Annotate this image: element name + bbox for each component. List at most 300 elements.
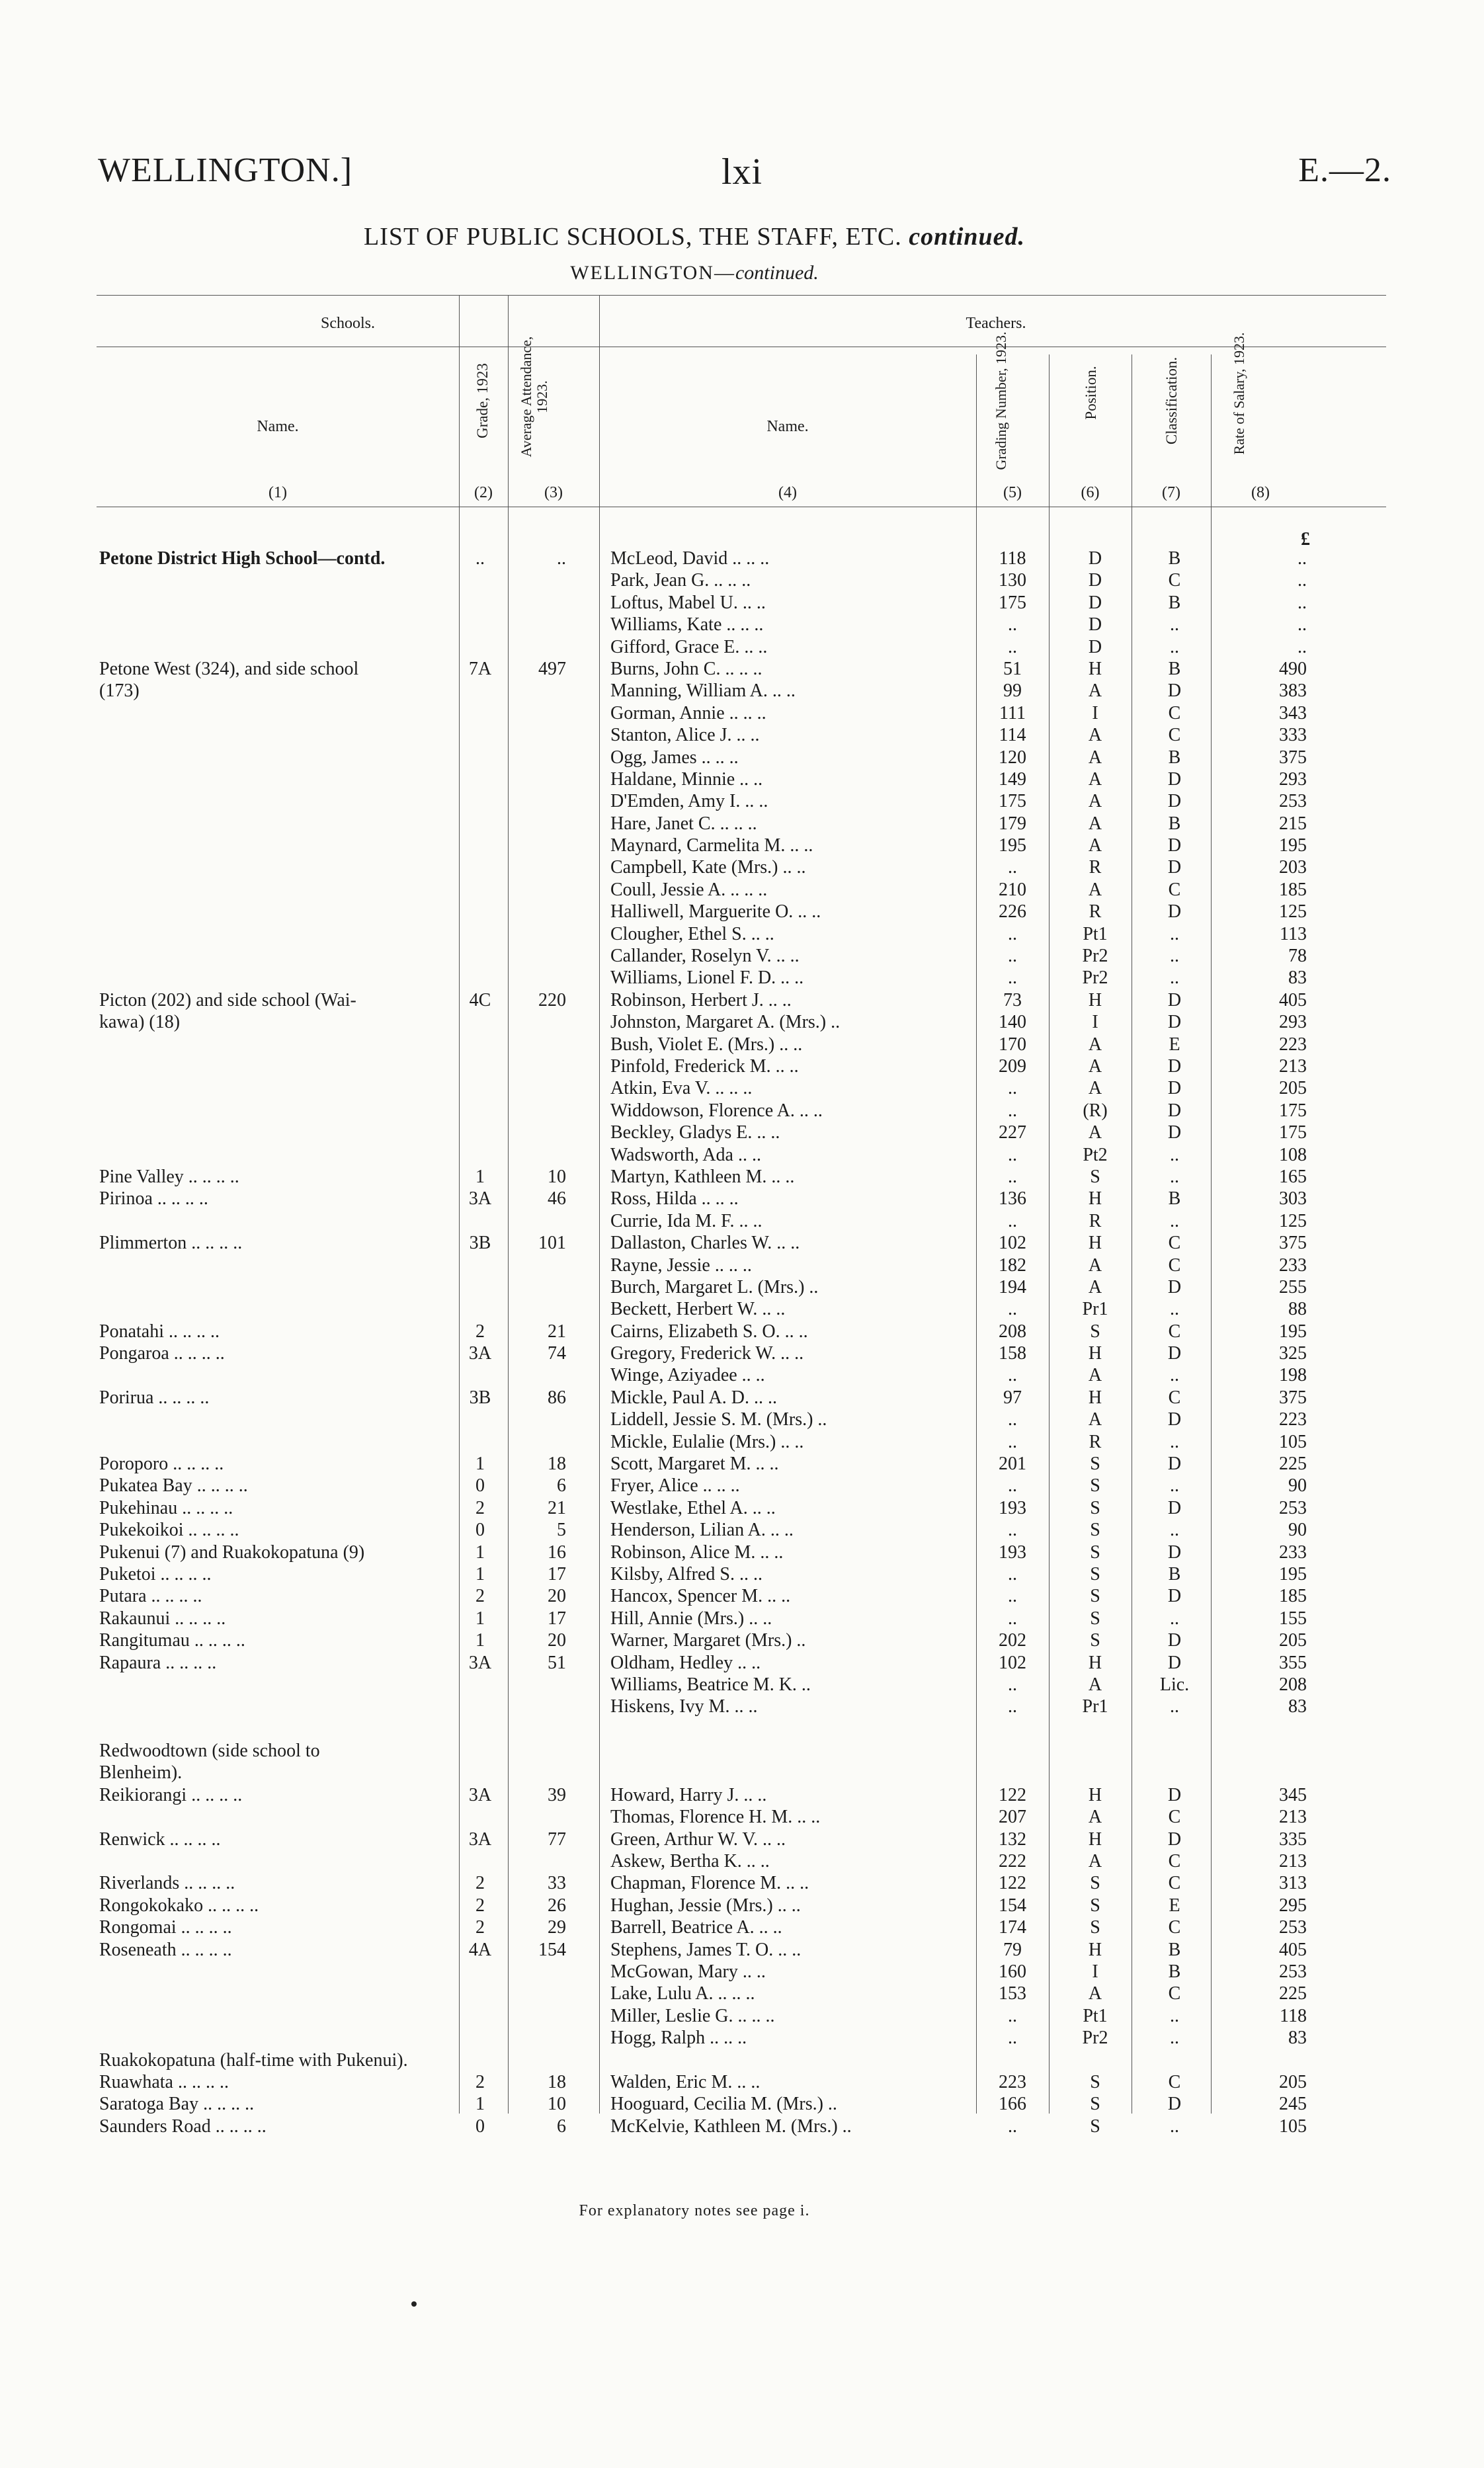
cell-sal: 223 — [1279, 1034, 1307, 1055]
cell-sal: 245 — [1279, 2094, 1307, 2115]
cell-sal: 175 — [1279, 1100, 1307, 1121]
cell-school: Saunders Road .. .. .. .. — [99, 2116, 267, 2137]
cell-school: Rongokokako .. .. .. .. — [99, 1895, 259, 1916]
cell-num: .. — [1008, 1586, 1017, 1607]
cell-cls: B — [1168, 548, 1181, 569]
cell-pos: A — [1088, 747, 1102, 768]
col-header-classification: Classification. — [1163, 356, 1180, 445]
cell-att: .. — [557, 548, 566, 569]
cell-num: 132 — [999, 1829, 1026, 1850]
cell-pos: H — [1088, 1233, 1102, 1254]
table-body — [97, 548, 1386, 2137]
cell-pos: Pr2 — [1082, 967, 1108, 989]
cell-school: Redwoodtown (side school to — [99, 1741, 320, 1762]
cell-sal: 205 — [1279, 1078, 1307, 1099]
cell-name: Hughan, Jessie (Mrs.) .. .. — [610, 1895, 801, 1916]
table-row — [97, 835, 1386, 856]
cell-num: 210 — [999, 879, 1026, 900]
cell-num: 160 — [999, 1961, 1026, 1982]
cell-pos: A — [1088, 1255, 1102, 1276]
cell-sal: 83 — [1288, 1696, 1307, 1717]
cell-pos: I — [1092, 702, 1098, 723]
cell-pos: H — [1088, 1387, 1102, 1408]
table-row — [97, 1034, 1386, 1055]
cell-pos: A — [1088, 1034, 1102, 1055]
cell-cls: B — [1168, 1939, 1181, 1960]
cell-grade: 1 — [475, 1166, 485, 1187]
table-row — [97, 2005, 1386, 2027]
cell-school: Roseneath .. .. .. .. — [99, 1939, 232, 1960]
cell-sal: 405 — [1279, 989, 1307, 1010]
cell-name: Hancox, Spencer M. .. .. — [610, 1586, 791, 1607]
cell-cls: .. — [1170, 1210, 1179, 1231]
cell-name: Walden, Eric M. .. .. — [610, 2071, 761, 2092]
cell-pos: R — [1089, 857, 1102, 878]
cell-sal: 303 — [1279, 1188, 1307, 1210]
cell-cls: D — [1167, 835, 1182, 856]
cell-name: Gorman, Annie .. .. .. — [610, 702, 766, 723]
cell-grade: 1 — [475, 1630, 485, 1651]
cell-att: 17 — [548, 1608, 566, 1629]
footer-note: For explanatory notes see page i. — [579, 2202, 810, 2219]
cell-att: 77 — [548, 1829, 566, 1850]
table-row — [97, 768, 1386, 790]
cell-pos: A — [1088, 1409, 1102, 1430]
cell-pos: Pt1 — [1083, 923, 1108, 944]
cell-name: Clougher, Ethel S. .. .. — [610, 923, 774, 944]
cell-sal: 225 — [1279, 1983, 1307, 2004]
cell-school: Riverlands .. .. .. .. — [99, 1873, 235, 1894]
cell-sal: 125 — [1279, 1210, 1307, 1231]
cell-cls: E — [1169, 1034, 1180, 1055]
cell-grade: 3A — [468, 1784, 492, 1805]
cell-sal: 165 — [1279, 1166, 1307, 1187]
cell-name: Ross, Hilda .. .. .. — [610, 1188, 739, 1210]
cell-sal: 108 — [1279, 1144, 1307, 1165]
cell-att: 26 — [548, 1895, 566, 1916]
cell-pos: S — [1090, 1630, 1100, 1651]
col-number-5: (5) — [1003, 484, 1022, 501]
cell-sal: 208 — [1279, 1674, 1307, 1695]
cell-sal: 105 — [1279, 2116, 1307, 2137]
cell-sal: 223 — [1279, 1409, 1307, 1430]
cell-grade: 3A — [468, 1652, 492, 1673]
cell-cls: D — [1167, 1497, 1182, 1518]
cell-sal: 293 — [1279, 1012, 1307, 1033]
cell-school: Puketoi .. .. .. .. — [99, 1563, 212, 1584]
cell-pos: H — [1088, 658, 1102, 679]
cell-name: Pinfold, Frederick M. .. .. — [610, 1055, 799, 1077]
cell-pos: A — [1088, 1122, 1102, 1143]
cell-num: .. — [1008, 1475, 1017, 1497]
cell-cls: D — [1167, 791, 1182, 812]
table-row — [97, 879, 1386, 901]
group-header-schools: Schools. — [320, 315, 375, 332]
cell-num: 118 — [999, 548, 1026, 569]
cell-cls: .. — [1170, 1696, 1179, 1717]
cell-name: Beckley, Gladys E. .. .. — [610, 1122, 780, 1143]
cell-cls: .. — [1170, 1144, 1179, 1165]
cell-cls: D — [1167, 857, 1182, 878]
cell-name: Chapman, Florence M. .. .. — [610, 1873, 809, 1894]
cell-name: Wadsworth, Ada .. .. — [610, 1144, 761, 1165]
cell-cls: E — [1169, 1895, 1180, 1916]
cell-pos: H — [1088, 1652, 1102, 1673]
cell-school: Picton (202) and side school (Wai- — [99, 989, 356, 1010]
cell-pos: A — [1088, 768, 1102, 790]
cell-num: .. — [1008, 1608, 1017, 1629]
cell-grade: 2 — [475, 1497, 485, 1518]
col-number-1: (1) — [268, 484, 287, 501]
cell-cls: C — [1168, 2071, 1181, 2092]
cell-num: .. — [1008, 1520, 1017, 1541]
cell-pos: A — [1088, 1078, 1102, 1099]
cell-name: Halliwell, Marguerite O. .. .. — [610, 901, 821, 923]
cell-school: Reikiorangi .. .. .. .. — [99, 1784, 243, 1805]
cell-grade: 2 — [475, 1895, 485, 1916]
cell-num: .. — [1008, 946, 1017, 967]
cell-grade: 1 — [475, 2094, 485, 2115]
cell-sal: 233 — [1279, 1542, 1307, 1563]
cell-num: 158 — [999, 1343, 1026, 1364]
cell-num: 195 — [999, 835, 1026, 856]
table-row — [97, 1055, 1386, 1077]
cell-cls: D — [1167, 1078, 1182, 1099]
table-row — [97, 1453, 1386, 1475]
cell-grade: 1 — [475, 1563, 485, 1584]
cell-cls: .. — [1170, 1608, 1179, 1629]
cell-school: Petone West (324), and side school — [99, 658, 359, 679]
cell-att: 154 — [538, 1939, 566, 1960]
cell-sal: 195 — [1279, 1321, 1307, 1342]
cell-name: Henderson, Lilian A. .. .. — [610, 1520, 794, 1541]
table-row — [97, 592, 1386, 614]
table-row — [97, 680, 1386, 702]
cell-pos: H — [1088, 1784, 1102, 1805]
cell-num: 223 — [999, 2071, 1026, 2092]
cell-cls: .. — [1170, 2028, 1179, 2049]
cell-num: .. — [1008, 636, 1017, 657]
cell-sal: 345 — [1279, 1784, 1307, 1805]
cell-grade: 0 — [475, 1475, 485, 1497]
table-row — [97, 614, 1386, 636]
cell-name: Liddell, Jessie S. M. (Mrs.) .. — [610, 1409, 827, 1430]
table-row — [97, 1718, 1386, 1740]
cell-name: Coull, Jessie A. .. .. .. — [610, 879, 768, 900]
cell-sal: .. — [1298, 592, 1307, 613]
table-row — [97, 1431, 1386, 1453]
cell-name: Martyn, Kathleen M. .. .. — [610, 1166, 795, 1187]
cell-sal: 83 — [1288, 2028, 1307, 2049]
cell-name: McGowan, Mary .. .. — [610, 1961, 766, 1982]
cell-name: Hare, Janet C. .. .. .. — [610, 813, 757, 834]
cell-school: Poroporo .. .. .. .. — [99, 1454, 224, 1475]
cell-sal: 195 — [1279, 1563, 1307, 1584]
cell-num: 79 — [1003, 1939, 1022, 1960]
table-row — [97, 548, 1386, 569]
cell-name: Maynard, Carmelita M. .. .. — [610, 835, 813, 856]
table-row — [97, 658, 1386, 680]
cell-grade: 2 — [475, 2071, 485, 2092]
cell-pos: A — [1088, 835, 1102, 856]
cell-cls: C — [1168, 1255, 1181, 1276]
title-text: LIST OF PUBLIC SCHOOLS, THE STAFF, ETC. — [363, 223, 902, 251]
cell-sal: .. — [1298, 636, 1307, 657]
cell-att: 21 — [548, 1497, 566, 1518]
cell-pos: S — [1090, 1497, 1100, 1518]
cell-pos: H — [1088, 1939, 1102, 1960]
cell-name: Atkin, Eva V. .. .. .. — [610, 1078, 753, 1099]
cell-grade: 3B — [469, 1233, 491, 1254]
cell-cls: Lic. — [1159, 1674, 1190, 1695]
col-number-3: (3) — [544, 484, 563, 501]
table-row — [97, 923, 1386, 945]
cell-att: 74 — [548, 1343, 566, 1364]
cell-pos: I — [1092, 1012, 1098, 1033]
cell-num: .. — [1008, 1365, 1017, 1386]
table-row — [97, 1255, 1386, 1276]
cell-name: Oldham, Hedley .. .. — [610, 1652, 761, 1673]
cell-sal: 335 — [1279, 1829, 1307, 1850]
running-header-right: E.—2. — [1298, 151, 1391, 189]
cell-cls: .. — [1170, 636, 1179, 657]
cell-name: Robinson, Herbert J. .. .. — [610, 989, 792, 1010]
cell-sal: 78 — [1288, 946, 1307, 967]
cell-cls: C — [1168, 1233, 1181, 1254]
cell-cls: B — [1168, 658, 1181, 679]
table-row — [97, 1077, 1386, 1099]
table-row — [97, 1166, 1386, 1188]
cell-num: 136 — [999, 1188, 1026, 1210]
col-number-6: (6) — [1081, 484, 1100, 501]
table-row — [97, 1210, 1386, 1232]
cell-sal: 205 — [1279, 1630, 1307, 1651]
cell-name: Stanton, Alice J. .. .. — [610, 725, 760, 746]
cell-cls: C — [1168, 725, 1181, 746]
table-row — [97, 1784, 1386, 1806]
cell-pos: Pt2 — [1083, 1144, 1108, 1165]
cell-sal: 383 — [1279, 680, 1307, 702]
cell-sal: 198 — [1279, 1365, 1307, 1386]
cell-sal: 343 — [1279, 702, 1307, 723]
cell-cls: D — [1167, 2094, 1182, 2115]
cell-name: Haldane, Minnie .. .. — [610, 768, 763, 790]
cell-num: .. — [1008, 2028, 1017, 2049]
cell-cls: .. — [1170, 614, 1179, 636]
cell-num: 130 — [999, 570, 1026, 591]
cell-sal: 90 — [1288, 1475, 1307, 1497]
cell-num: .. — [1008, 857, 1017, 878]
cell-att: 51 — [548, 1652, 566, 1673]
cell-name: Williams, Lionel F. D. .. .. — [610, 967, 804, 989]
rule-top — [97, 295, 1386, 296]
table-row — [97, 1806, 1386, 1828]
cell-name: Hiskens, Ivy M. .. .. — [610, 1696, 758, 1717]
cell-sal: 355 — [1279, 1652, 1307, 1673]
cell-school: Plimmerton .. .. .. .. — [99, 1233, 243, 1254]
cell-num: 182 — [999, 1255, 1026, 1276]
cell-pos: S — [1090, 2071, 1100, 2092]
cell-pos: S — [1090, 1895, 1100, 1916]
cell-sal: .. — [1298, 570, 1307, 591]
cell-sal: 213 — [1279, 1055, 1307, 1077]
cell-sal: .. — [1298, 614, 1307, 636]
cell-num: 175 — [999, 791, 1026, 812]
cell-cls: D — [1167, 1652, 1182, 1673]
cell-num: 154 — [999, 1895, 1026, 1916]
cell-att: 6 — [557, 2116, 566, 2137]
cell-att: 21 — [548, 1321, 566, 1342]
cell-num: .. — [1008, 614, 1017, 636]
cell-cls: .. — [1170, 923, 1179, 944]
cell-num: .. — [1008, 1563, 1017, 1584]
cell-pos: R — [1089, 1431, 1102, 1452]
table-row — [97, 2116, 1386, 2137]
table-row — [97, 1563, 1386, 1585]
cell-school: Ruakokopatuna (half-time with Pukenui). — [99, 2049, 408, 2071]
cell-cls: D — [1167, 1122, 1182, 1143]
cell-pos: S — [1090, 1608, 1100, 1629]
cell-school: Pongaroa .. .. .. .. — [99, 1343, 225, 1364]
table-row — [97, 747, 1386, 768]
cell-sal: 90 — [1288, 1520, 1307, 1541]
cell-pos: A — [1088, 725, 1102, 746]
col-header-position: Position. — [1083, 366, 1099, 420]
cell-sal: 293 — [1279, 768, 1307, 790]
cell-num: .. — [1008, 1166, 1017, 1187]
cell-cls: C — [1168, 1983, 1181, 2004]
cell-num: .. — [1008, 1431, 1017, 1452]
cell-att: 16 — [548, 1542, 566, 1563]
cell-school: Blenheim). — [99, 1762, 183, 1784]
cell-sal: 155 — [1279, 1608, 1307, 1629]
cell-school: Rakaunui .. .. .. .. — [99, 1608, 226, 1629]
cell-pos: S — [1090, 1520, 1100, 1541]
cell-num: 208 — [999, 1321, 1026, 1342]
col-number-7: (7) — [1162, 484, 1180, 501]
cell-cls: D — [1167, 1276, 1182, 1297]
cell-cls: C — [1168, 1387, 1181, 1408]
table-row — [97, 790, 1386, 812]
table-row — [97, 1696, 1386, 1717]
cell-num: .. — [1008, 2116, 1017, 2137]
cell-pos: Pr2 — [1082, 2028, 1108, 2049]
page-title — [0, 222, 1389, 251]
cell-num: 140 — [999, 1012, 1026, 1033]
cell-pos: Pt1 — [1083, 2005, 1108, 2026]
cell-school: Pukatea Bay .. .. .. .. — [99, 1475, 248, 1497]
col-number-8: (8) — [1251, 484, 1270, 501]
cell-sal: 118 — [1280, 2005, 1307, 2026]
cell-cls: D — [1167, 1454, 1182, 1475]
cell-pos: A — [1088, 1851, 1102, 1872]
cell-num: .. — [1008, 1696, 1017, 1717]
cell-grade: 0 — [475, 2116, 485, 2137]
cell-name: Burch, Margaret L. (Mrs.) .. — [610, 1276, 819, 1297]
cell-cls: D — [1167, 768, 1182, 790]
cell-sal: 213 — [1279, 1807, 1307, 1828]
table-row — [97, 1829, 1386, 1850]
cell-num: 227 — [999, 1122, 1026, 1143]
table-row — [97, 724, 1386, 746]
cell-pos: Pr2 — [1082, 946, 1108, 967]
cell-cls: D — [1167, 680, 1182, 702]
cell-school: Saratoga Bay .. .. .. .. — [99, 2094, 255, 2115]
cell-att: 10 — [548, 2094, 566, 2115]
cell-cls: B — [1168, 747, 1181, 768]
cell-pos: (R) — [1083, 1100, 1108, 1121]
cell-num: 99 — [1003, 680, 1022, 702]
cell-pos: A — [1088, 1055, 1102, 1077]
cell-num: .. — [1008, 967, 1017, 989]
table-row — [97, 989, 1386, 1011]
cell-name: Williams, Beatrice M. K. .. — [610, 1674, 811, 1695]
cell-name: Cairns, Elizabeth S. O. .. .. — [610, 1321, 808, 1342]
cell-num: 174 — [999, 1917, 1026, 1938]
cell-name: Kilsby, Alfred S. .. .. — [610, 1563, 763, 1584]
col-number-2: (2) — [474, 484, 493, 501]
cell-name: Hooguard, Cecilia M. (Mrs.) .. — [610, 2094, 837, 2115]
cell-num: 73 — [1003, 989, 1022, 1010]
cell-sal: 125 — [1279, 901, 1307, 923]
cell-name: Gifford, Grace E. .. .. — [610, 636, 768, 657]
cell-name: Scott, Margaret M. .. .. — [610, 1454, 779, 1475]
cell-name: Howard, Harry J. .. .. — [610, 1784, 767, 1805]
cell-grade: 1 — [475, 1542, 485, 1563]
cell-cls: D — [1167, 901, 1182, 923]
cell-num: 193 — [999, 1542, 1026, 1563]
cell-name: Callander, Roselyn V. .. .. — [610, 946, 800, 967]
cell-pos: S — [1090, 1542, 1100, 1563]
cell-grade: 2 — [475, 1873, 485, 1894]
cell-att: 17 — [548, 1563, 566, 1584]
col-number-4: (4) — [778, 484, 797, 501]
cell-cls: B — [1168, 1563, 1181, 1584]
table-row — [97, 2027, 1386, 2049]
cell-att: 101 — [538, 1233, 566, 1254]
table-row — [97, 1850, 1386, 1872]
cell-name: Manning, William A. .. .. — [610, 680, 796, 702]
cell-name: Williams, Kate .. .. .. — [610, 614, 764, 636]
cell-att: 86 — [548, 1387, 566, 1408]
page-number: lxi — [721, 151, 763, 192]
cell-sal: 175 — [1279, 1122, 1307, 1143]
cell-name: Green, Arthur W. V. .. .. — [610, 1829, 786, 1850]
cell-sal: 253 — [1279, 1961, 1307, 1982]
cell-sal: 88 — [1288, 1299, 1307, 1320]
cell-num: 122 — [999, 1784, 1026, 1805]
cell-pos: S — [1090, 2116, 1100, 2137]
col-header-attendance: Average Attendance, 1923. — [518, 336, 550, 458]
cell-cls: C — [1168, 1807, 1181, 1828]
table-row — [97, 1188, 1386, 1210]
cell-num: .. — [1008, 1100, 1017, 1121]
table-row — [97, 1497, 1386, 1519]
table-row — [97, 945, 1386, 967]
cell-school: Pine Valley .. .. .. .. — [99, 1166, 239, 1187]
cell-sal: .. — [1298, 548, 1307, 569]
cell-sal: 253 — [1279, 1497, 1307, 1518]
cell-sal: 215 — [1279, 813, 1307, 834]
cell-pos: S — [1090, 1563, 1100, 1584]
table-row — [97, 1762, 1386, 1784]
table-row — [97, 2071, 1386, 2093]
cell-num: 207 — [999, 1807, 1026, 1828]
table-row — [97, 1409, 1386, 1430]
cell-name: Robinson, Alice M. .. .. — [610, 1542, 784, 1563]
cell-att: 220 — [538, 989, 566, 1010]
cell-sal: 185 — [1279, 1586, 1307, 1607]
